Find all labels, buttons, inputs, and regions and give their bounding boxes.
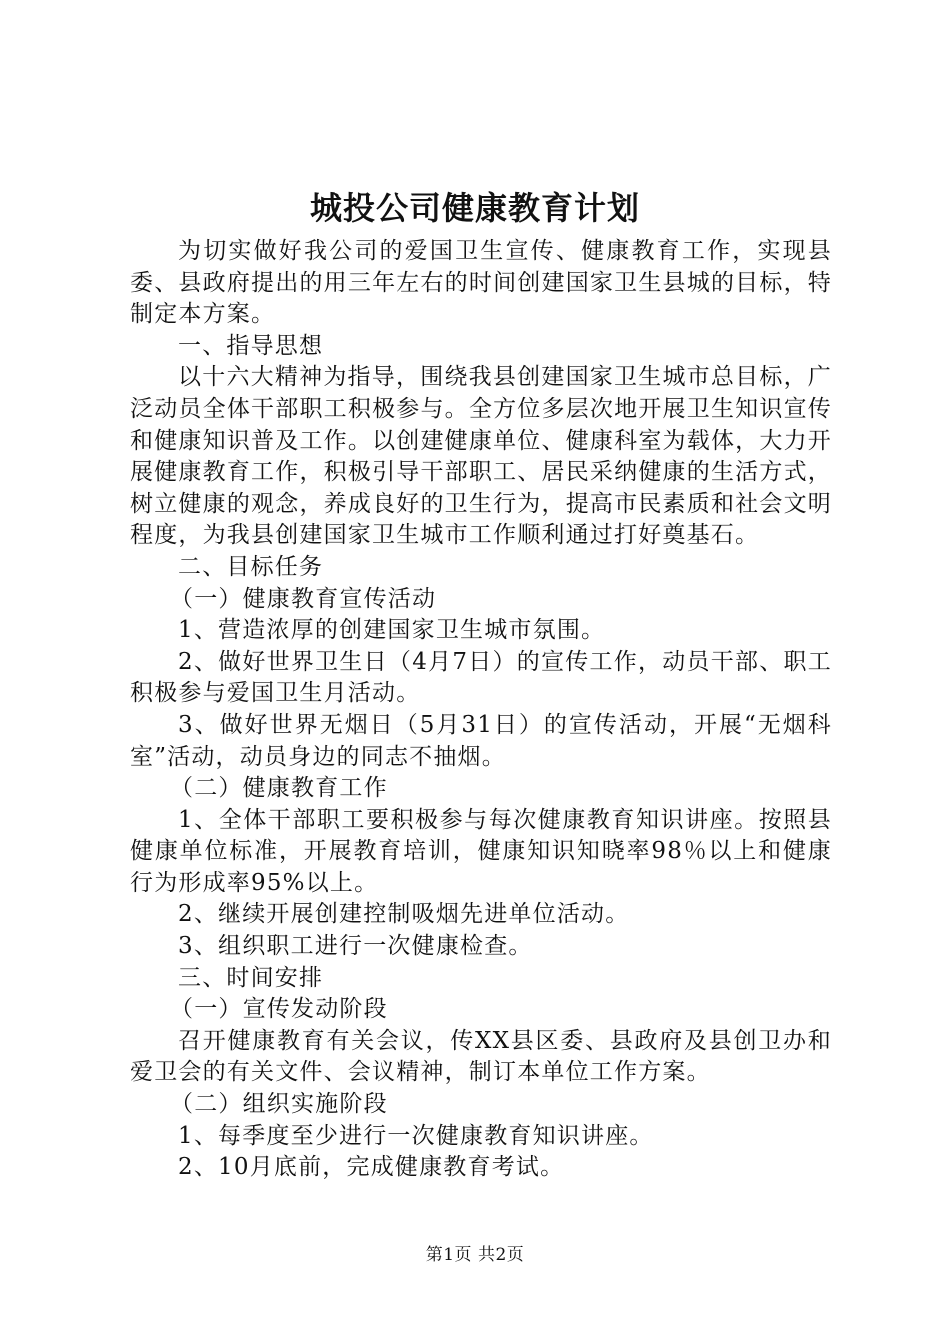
- subsection-heading-health-work: （二）健康教育工作: [170, 775, 388, 802]
- list-item: 2、继续开展创建控制吸烟先进单位活动。: [178, 901, 630, 928]
- document-title: 城投公司健康教育计划: [309, 189, 640, 227]
- intro-paragraph: 为切实做好我公司的爱国卫生宣传、健康教育工作，实现县委、县政府提出的用三年左右的时间创建国家卫生县城的目标，特制定本方案。: [130, 238, 832, 328]
- list-item: 1、全体干部职工要积极参与每次健康教育知识讲座。按照县健康单位标准，开展教育培训，健康知识知晓率98％以上和健康行为形成率95%以上。: [130, 806, 832, 896]
- list-item: 1、每季度至少进行一次健康教育知识讲座。: [178, 1122, 654, 1149]
- list-item: 1、营造浓厚的创建国家卫生城市氛围。: [178, 617, 606, 644]
- document-body: [130, 236, 832, 1184]
- section-heading-goals: 二、目标任务: [178, 553, 324, 580]
- subsection-heading-publicity: （一）健康教育宣传活动: [170, 585, 437, 612]
- guiding-ideology-paragraph: 以十六大精神为指导，围绕我县创建国家卫生城市总目标，广泛动员全体干部职工积极参与。全方位多层次地开展卫生知识宣传和健康知识普及工作。以创建健康单位、健康科室为载体，大力开展健康教育工作，积极引导干部职工、居民采纳健康的生活方式，树立健康的观念，养成良好的卫生行为，提高市民素质和社会文明程度，为我县创建国家卫生城市工作顺利通过打好奠基石。: [130, 364, 832, 549]
- list-item: 3、做好世界无烟日（5月31日）的宣传活动，开展“无烟科室”活动，动员身边的同志不抽烟。: [130, 711, 832, 770]
- subsection-heading-mobilization: （一）宣传发动阶段: [170, 996, 388, 1023]
- list-item: 3、组织职工进行一次健康检查。: [178, 933, 533, 960]
- section-heading-guiding-ideology: 一、指导思想: [178, 332, 324, 359]
- page-number-footer: 第1页 共2页: [425, 1245, 525, 1265]
- subsection-heading-implementation: （二）组织实施阶段: [170, 1091, 388, 1118]
- list-item: 2、做好世界卫生日（4月7日）的宣传工作，动员干部、职工积极参与爱国卫生月活动。: [130, 648, 832, 707]
- mobilization-paragraph: 召开健康教育有关会议，传XX县区委、县政府及县创卫办和爱卫会的有关文件、会议精神，制订本单位工作方案。: [130, 1027, 832, 1086]
- section-heading-schedule: 三、时间安排: [178, 964, 324, 991]
- list-item: 2、10月底前，完成健康教育考试。: [178, 1154, 565, 1181]
